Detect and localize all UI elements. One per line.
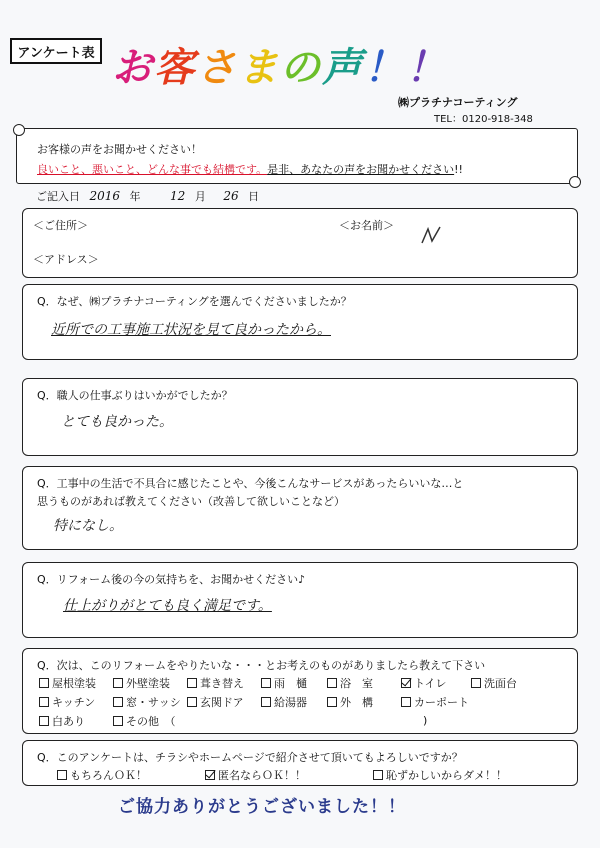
intro-line2: [37, 161, 463, 177]
intro-scroll: [16, 128, 578, 184]
q5-option-row: [39, 711, 569, 730]
q1-question: Q．なぜ、㈱プラチナコーティングを選んでくださいましたか？: [37, 295, 352, 308]
address-label: ＜ご住所＞: [33, 219, 88, 232]
checkbox[interactable]: [39, 716, 49, 726]
checkbox[interactable]: [57, 770, 67, 780]
q3-answer: 特になし。: [53, 518, 123, 534]
checkbox[interactable]: [261, 678, 271, 688]
q5-option[interactable]: [327, 675, 401, 691]
main-title: [112, 36, 448, 93]
q5-option-row: [39, 692, 569, 711]
title-char: ！: [364, 45, 406, 91]
checkbox[interactable]: [327, 678, 337, 688]
q5-option-label: 窓・サッシ: [126, 695, 181, 709]
q6-option-label: 恥ずかしいからダメ！！: [386, 769, 507, 782]
intro-exclaim: !!: [454, 163, 463, 176]
checkbox[interactable]: [187, 678, 197, 688]
q5-option[interactable]: [261, 675, 327, 691]
name-mark: [418, 223, 444, 249]
checkbox[interactable]: [113, 678, 123, 688]
q4-answer: 仕上がりがとても良く満足です。: [63, 598, 272, 614]
q5-box: [22, 648, 578, 734]
q6-option[interactable]: [57, 767, 205, 783]
q3-question-line2: 思うものがあれば教えてください（改善して欲しいことなど）: [37, 495, 345, 508]
q2-answer: とても良かった。: [61, 414, 173, 430]
q2-question: Q．職人の仕事ぶりはいかがでしたか？: [37, 389, 233, 402]
q5-option[interactable]: [113, 713, 187, 729]
title-char: 客: [154, 45, 196, 91]
q5-option[interactable]: [327, 694, 401, 710]
checkbox[interactable]: [401, 678, 411, 688]
checkbox[interactable]: [113, 697, 123, 707]
intro-red-text: 良いこと、悪いこと、どんな事でも結構です。: [37, 163, 268, 176]
q6-option[interactable]: [205, 767, 373, 783]
date-year-unit: 年: [129, 190, 141, 203]
checkbox[interactable]: [113, 716, 123, 726]
q5-options: [39, 673, 569, 730]
title-char: ま: [238, 45, 280, 91]
q5-question: Q．次は、このリフォームをやりたいな・・・とお考えのものがありましたら教えて下さい: [37, 659, 486, 672]
email-label: ＜アドレス＞: [33, 253, 99, 266]
q1-answer: 近所での工事施工状況を見て良かったから。: [51, 322, 331, 338]
company-name: ㈱プラチナコーティング: [398, 96, 518, 109]
q2-box: [22, 378, 578, 456]
q5-option-label: トイレ: [414, 676, 447, 690]
title-char: の: [280, 45, 322, 91]
q5-option-label: 外 構: [340, 695, 373, 709]
q5-option-label: カーポート: [414, 695, 469, 709]
checkbox[interactable]: [401, 697, 411, 707]
closing-message: ご協力ありがとうございました！！: [118, 797, 406, 817]
q6-option[interactable]: [373, 767, 553, 783]
contact-box: [22, 208, 578, 278]
date-row: [36, 188, 259, 204]
q5-option-label: 葺き替え: [200, 676, 244, 690]
q6-options: [57, 767, 557, 783]
date-month: 12: [170, 189, 186, 203]
q5-option[interactable]: [39, 675, 113, 691]
q5-option[interactable]: [187, 675, 261, 691]
checkbox[interactable]: [373, 770, 383, 780]
q5-other-close: ): [423, 714, 428, 727]
q5-option-label: 白あり: [52, 714, 85, 728]
q5-option-label: 洗面台: [484, 676, 517, 690]
date-label: ご記入日: [36, 190, 80, 203]
checkbox[interactable]: [39, 697, 49, 707]
q5-option-label: 雨 樋: [274, 676, 307, 690]
q5-option-label: キッチン: [52, 695, 96, 709]
q6-option-label: 匿名ならＯＫ！！: [218, 769, 306, 782]
q5-option[interactable]: [401, 675, 471, 691]
q3-question-line1: Q．工事中の生活で不具合に感じたことや、今後こんなサービスがあったらいいな…と: [37, 477, 464, 490]
checkbox[interactable]: [261, 697, 271, 707]
form-label: アンケート表: [10, 38, 102, 64]
q5-option[interactable]: [471, 675, 541, 691]
phone-number: TEL：0120-918-348: [434, 114, 533, 125]
checkbox[interactable]: [327, 697, 337, 707]
title-char: 声: [322, 45, 364, 91]
q6-question: Q．このアンケートは、チラシやホームページで紹介させて頂いてもよろしいですか？: [37, 751, 463, 764]
q4-box: [22, 562, 578, 638]
name-label: ＜お名前＞: [339, 219, 394, 232]
q1-box: [22, 284, 578, 360]
title-char: お: [112, 45, 154, 91]
q5-option[interactable]: [39, 694, 113, 710]
date-month-unit: 月: [194, 190, 206, 203]
q6-option-label: もちろんＯＫ！: [70, 769, 147, 782]
q5-option-label: 屋根塗装: [52, 676, 96, 690]
q4-question: Q．リフォーム後の今の気持ちを、お聞かせください♪: [37, 573, 306, 586]
q5-option[interactable]: [401, 694, 471, 710]
title-char: ！: [406, 45, 448, 91]
q5-option-row: [39, 673, 569, 692]
q5-option-label: 玄関ドア: [200, 695, 244, 709]
q5-option[interactable]: [113, 694, 187, 710]
q6-box: [22, 740, 578, 786]
date-day: 26: [223, 189, 239, 203]
q5-option[interactable]: [261, 694, 327, 710]
checkbox[interactable]: [205, 770, 215, 780]
q5-option[interactable]: [113, 675, 187, 691]
q5-option[interactable]: [187, 694, 261, 710]
date-year: 2016: [89, 189, 121, 203]
q5-option-label: その他 （: [126, 714, 176, 728]
checkbox[interactable]: [187, 697, 197, 707]
title-char: さ: [196, 45, 238, 91]
q5-option[interactable]: [39, 713, 113, 729]
q5-option-label: 給湯器: [274, 695, 307, 709]
checkbox[interactable]: [471, 678, 481, 688]
intro-black-text: 是非、あなたの声をお聞かせください: [267, 163, 455, 176]
checkbox[interactable]: [39, 678, 49, 688]
q5-option-label: 浴 室: [340, 676, 373, 690]
date-day-unit: 日: [248, 190, 260, 203]
q5-option-label: 外壁塗装: [126, 676, 170, 690]
intro-line1: お客様の声をお聞かせください！: [37, 143, 202, 156]
q3-box: [22, 466, 578, 550]
